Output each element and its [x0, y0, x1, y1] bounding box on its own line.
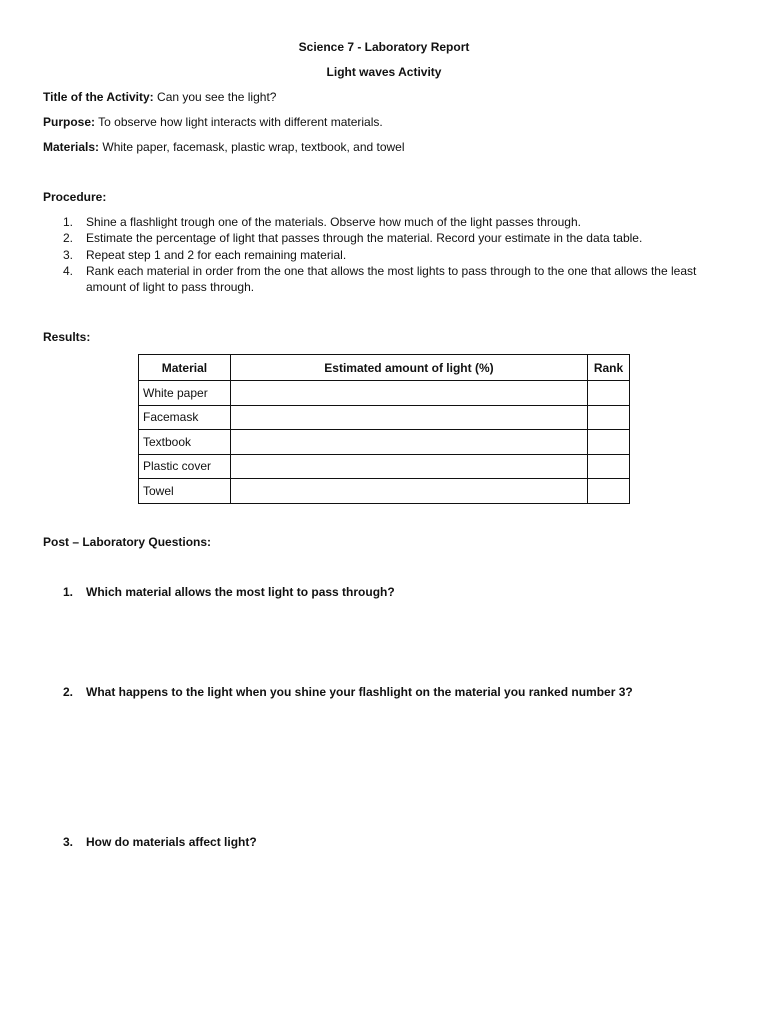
rank-cell[interactable] [588, 405, 630, 430]
step-number: 1. [63, 215, 74, 229]
step-text: Shine a flashlight trough one of the materials. Observe how much of the light passes through. [86, 215, 581, 229]
table-row [139, 381, 630, 406]
table-row [139, 479, 630, 504]
rank-cell[interactable] [588, 479, 630, 504]
step-number: 4. [63, 263, 74, 278]
estimate-cell[interactable] [230, 405, 587, 430]
rank-cell[interactable] [588, 454, 630, 479]
report-subtitle: Light waves Activity [326, 65, 442, 79]
step-text: Repeat step 1 and 2 for each remaining material. [86, 247, 347, 262]
table-header-row [139, 355, 630, 381]
material-cell: White paper [139, 381, 231, 406]
material-cell: Textbook [139, 430, 231, 455]
question-item [63, 585, 395, 599]
materials-value: White paper, facemask, plastic wrap, textbook, and towel [102, 140, 405, 154]
estimate-cell[interactable] [230, 454, 587, 479]
question-number: 3. [63, 835, 74, 849]
column-header-rank: Rank [588, 355, 630, 381]
step-text: Estimate the percentage of light that passes through the material. Record your estimate in the data table. [86, 231, 643, 246]
column-header-estimate: Estimated amount of light (%) [230, 355, 587, 381]
material-cell: Facemask [139, 405, 231, 430]
question-item [63, 685, 633, 699]
procedure-step [63, 247, 723, 263]
purpose-line [43, 115, 383, 129]
results-table [138, 354, 630, 504]
step-text: Rank each material in order from the one that allows the most lights to pass through to the one that allows the least amount of light to pass through. [86, 263, 697, 295]
step-number: 3. [63, 247, 74, 262]
report-title: Science 7 - Laboratory Report [298, 40, 470, 54]
activity-title-value: Can you see the light? [157, 90, 277, 104]
procedure-heading: Procedure: [43, 190, 107, 204]
procedure-step [63, 214, 723, 230]
estimate-cell[interactable] [230, 479, 587, 504]
procedure-list [63, 214, 723, 295]
rank-cell[interactable] [588, 430, 630, 455]
materials-line [43, 140, 405, 154]
question-number: 2. [63, 685, 74, 699]
purpose-value: To observe how light interacts with different materials. [98, 115, 383, 129]
results-heading: Results: [43, 330, 91, 344]
questions-heading: Post – Laboratory Questions: [43, 535, 212, 549]
activity-title-line [43, 90, 276, 104]
estimate-cell[interactable] [230, 381, 587, 406]
rank-cell[interactable] [588, 381, 630, 406]
question-item [63, 835, 257, 849]
material-cell: Towel [139, 479, 231, 504]
question-text: Which material allows the most light to pass through? [86, 585, 395, 599]
question-number: 1. [63, 585, 74, 599]
procedure-step [63, 263, 723, 296]
estimate-cell[interactable] [230, 430, 587, 455]
question-text: How do materials affect light? [86, 835, 257, 849]
question-text: What happens to the light when you shine your flashlight on the material you ranked number 3? [86, 685, 633, 699]
table-row [139, 405, 630, 430]
materials-label: Materials: [43, 140, 100, 154]
column-header-material: Material [139, 355, 231, 381]
material-cell: Plastic cover [139, 454, 231, 479]
purpose-label: Purpose: [43, 115, 96, 129]
step-number: 2. [63, 231, 74, 246]
activity-title-label: Title of the Activity: [43, 90, 154, 104]
table-row [139, 430, 630, 455]
table-row [139, 454, 630, 479]
procedure-step [63, 230, 723, 246]
